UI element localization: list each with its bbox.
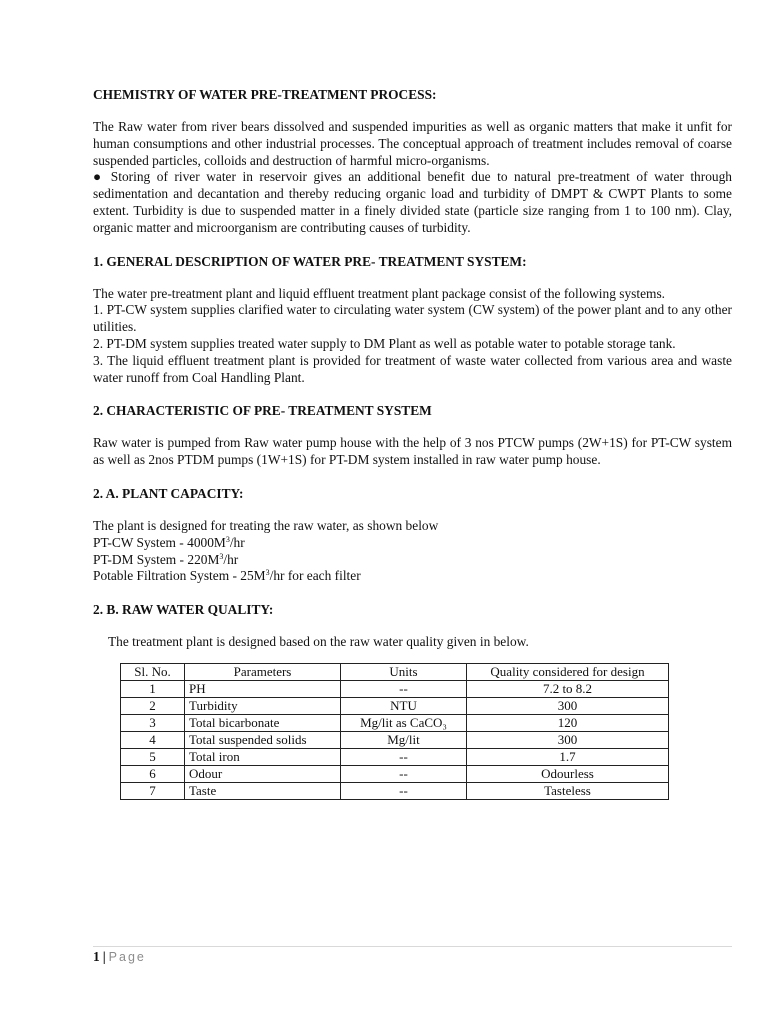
raw-water-quality-table: [120, 663, 669, 800]
table-cell: 6: [121, 765, 185, 782]
table-cell: Mg/lit: [341, 731, 467, 748]
table-cell: Turbidity: [185, 697, 341, 714]
document-page: [93, 86, 732, 800]
table-cell: Odour: [185, 765, 341, 782]
section2-heading: 2. CHARACTERISTIC OF PRE- TREATMENT SYSTEM: [93, 403, 432, 419]
table-cell: Taste: [185, 782, 341, 799]
table-cell: PH: [185, 680, 341, 697]
capacity-superscript: 3: [225, 534, 230, 544]
capacity-unit: /hr: [229, 534, 245, 550]
table-cell: 7: [121, 782, 185, 799]
section2-text: Raw water is pumped from Raw water pump house with the help of 3 nos PTCW pumps (2W+1S) for PT-CW system as well as 2nos PTDM pumps (1W+1S) for PT-DM system installed in raw water pump house.: [93, 435, 732, 468]
intro-bullet-paragraph: ● Storing of river water in reservoir gives an additional benefit due to natural pre-treatment of water through sedimentation and decantation and thereby reducing organic load and turbidity of DMPT & CWPT Plants to some extent. Turbidity is due to suspended matter in a finely divided state (particle size ranging from 1 to 100 nm). Clay, organic matter and microorganism are contributing causes of turbidity.: [93, 169, 732, 235]
table-header-cell: Quality considered for design: [467, 663, 669, 680]
table-cell: 1.7: [467, 748, 669, 765]
table-cell: Total suspended solids: [185, 731, 341, 748]
footer-separator: |: [102, 949, 106, 964]
table-row: [121, 697, 669, 714]
table-cell: 4: [121, 731, 185, 748]
table-cell: --: [341, 680, 467, 697]
page-label: Page: [108, 950, 146, 964]
table-cell: Odourless: [467, 765, 669, 782]
table-header-cell: Sl. No.: [121, 663, 185, 680]
table-cell: 1: [121, 680, 185, 697]
table-cell: 5: [121, 748, 185, 765]
table-row: [121, 765, 669, 782]
section1-item: 3. The liquid effluent treatment plant is provided for treatment of waste water collected from various area and waste water runoff from Coal Handling Plant.: [93, 352, 732, 385]
table-row: [121, 731, 669, 748]
section2a-lead: The plant is designed for treating the raw water, as shown below: [93, 517, 439, 533]
section2a-heading: 2. A. PLANT CAPACITY:: [93, 485, 244, 501]
section1-item: 1. PT-CW system supplies clarified water to circulating water system (CW system) of the power plant and to any other utilities.: [93, 302, 732, 335]
capacity-superscript: 3: [265, 568, 270, 578]
section2b-heading: 2. B. RAW WATER QUALITY:: [93, 602, 274, 618]
table-row: [121, 782, 669, 799]
table-row: [121, 714, 669, 731]
table-header-row: [121, 663, 669, 680]
capacity-line: [93, 535, 732, 552]
table-cell: 7.2 to 8.2: [467, 680, 669, 697]
page-footer: [93, 946, 732, 965]
table-row: [121, 680, 669, 697]
capacity-unit: /hr for each filter: [269, 568, 361, 584]
capacity-unit: /hr: [223, 551, 239, 567]
document-title: CHEMISTRY OF WATER PRE-TREATMENT PROCESS:: [93, 87, 437, 102]
intro-paragraph: The Raw water from river bears dissolved and suspended impurities as well as organic matters that make it unfit for human consumptions and other industrial processes. The conceptual approach of treatment includes removal of coarse suspended particles, colloids and destruction of harmful micro-organisms.: [93, 119, 732, 168]
table-cell: NTU: [341, 697, 467, 714]
table-cell: Total bicarbonate: [185, 714, 341, 731]
table-cell: Tasteless: [467, 782, 669, 799]
table-cell: --: [341, 748, 467, 765]
table-cell: 300: [467, 731, 669, 748]
table-cell: Mg/lit as CaCO₃: [341, 714, 467, 731]
table-cell: --: [341, 765, 467, 782]
table-header-cell: Units: [341, 663, 467, 680]
capacity-line: [93, 552, 732, 569]
page-number: 1: [93, 949, 100, 964]
section1-lead: The water pre-treatment plant and liquid effluent treatment plant package consist of the following systems.: [93, 285, 666, 301]
section1-heading: 1. GENERAL DESCRIPTION OF WATER PRE- TREATMENT SYSTEM:: [93, 253, 527, 269]
table-cell: 120: [467, 714, 669, 731]
section1-item: 2. PT-DM system supplies treated water supply to DM Plant as well as potable water to potable storage tank.: [93, 335, 676, 351]
table-cell: 300: [467, 697, 669, 714]
capacity-text: PT-CW System - 4000M: [93, 534, 226, 550]
capacity-text: PT-DM System - 220M: [93, 551, 220, 567]
table-cell: Total iron: [185, 748, 341, 765]
table-cell: 2: [121, 697, 185, 714]
table-row: [121, 748, 669, 765]
table-cell: 3: [121, 714, 185, 731]
table-cell: --: [341, 782, 467, 799]
capacity-text: Potable Filtration System - 25M: [93, 568, 266, 584]
section2b-lead: The treatment plant is designed based on the raw water quality given in below.: [108, 634, 529, 650]
capacity-line: [93, 568, 732, 585]
table-header-cell: Parameters: [185, 663, 341, 680]
capacity-superscript: 3: [219, 551, 224, 561]
